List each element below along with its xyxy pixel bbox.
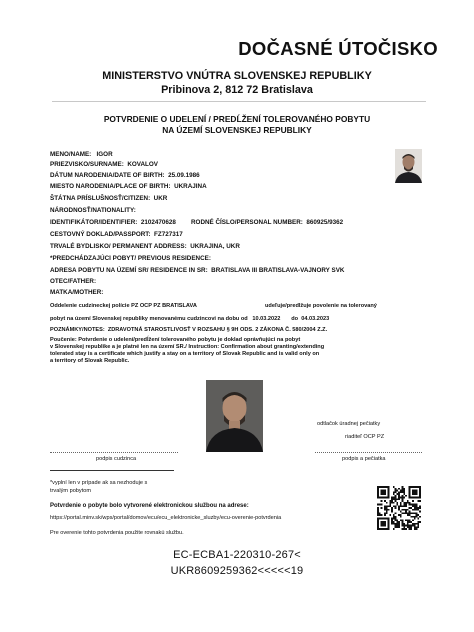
- verification-hint: Pre overenie tohto potvrdenia použite rovnakú službu.: [50, 530, 184, 536]
- date-to: 04.03.2023: [301, 316, 330, 322]
- ministry-name: MINISTERSTVO VNÚTRA SLOVENSKEJ REPUBLIKY: [102, 70, 372, 82]
- personal-number-value: 860925/9362: [306, 219, 344, 226]
- citizen-label: ŠTÁTNA PRÍSLUŠNOSŤ/CITIZEN:: [50, 195, 151, 202]
- stamp-signature-line: [315, 452, 422, 453]
- citizen-row: [50, 195, 167, 203]
- dob-row: [50, 172, 200, 180]
- personal-number-label: RODNÉ ČÍSLO/PERSONAL NUMBER:: [191, 219, 303, 226]
- dob-label: DÁTUM NARODENIA/DATE OF BIRTH:: [50, 172, 165, 179]
- grant-text: udeľuje/predlžuje povolenie na tolerovaný: [265, 303, 377, 309]
- citizen-value: UKR: [153, 195, 168, 202]
- father-row: [50, 278, 96, 286]
- legal-line-2: v Slovenskej republike a je platné len na území SR./ Instruction: Confirmation about granting/extending: [50, 343, 325, 350]
- name-label: MENO/NAME:: [50, 151, 92, 158]
- footnote-line-2: trvalým pobytom: [50, 487, 92, 494]
- mrz-line-1: EC-ECBA1-220310-267<: [173, 549, 301, 561]
- pob-row: [50, 183, 207, 191]
- stay-period-row: [50, 316, 329, 323]
- residence-label: ADRESA POBYTU NA ÚZEMÍ SR/ RESIDENCE IN SR:: [50, 267, 208, 274]
- name-value: IGOR: [96, 151, 113, 158]
- document-title: DOČASNÉ ÚTOČISKO: [238, 38, 438, 59]
- name-row: [50, 151, 113, 159]
- pob-value: UKRAJINA: [174, 183, 207, 190]
- director-label: riaditeľ OCP PZ: [345, 434, 385, 440]
- residence-value: BRATISLAVA III BRATISLAVA-VAJNORY SVK: [211, 267, 345, 274]
- certificate-title: [0, 114, 474, 135]
- footnote-divider: [50, 470, 174, 471]
- previous-residence-label: *PREDCHÁDZAJÚCI POBYT/ PREVIOUS RESIDENCE:: [50, 255, 211, 262]
- previous-residence-row: [50, 255, 211, 263]
- portrait-photo-small: [395, 149, 422, 183]
- passport-row: [50, 231, 183, 239]
- qr-code-icon: [377, 486, 421, 530]
- permanent-address-row: [50, 243, 240, 251]
- surname-row: [50, 161, 158, 169]
- identifier-row: [50, 219, 176, 227]
- notes-label: POZNÁMKY/NOTES:: [50, 327, 105, 333]
- father-label: OTEC/FATHER:: [50, 278, 97, 285]
- identifier-label: IDENTIFIKÁTOR/IDENTIFIER:: [50, 219, 138, 226]
- legal-line-4: a territory of Slovak Republic.: [50, 357, 130, 364]
- mother-row: [50, 289, 103, 297]
- permanent-address-label: TRVALÉ BYDLISKO/ PERMANENT ADDRESS:: [50, 243, 187, 250]
- legal-instruction: [50, 337, 324, 365]
- mother-label: MATKA/MOTHER:: [50, 289, 104, 296]
- stay-period-text: pobyt na území Slovenskej republiky menovanému cudzincovi na dobu od: [50, 316, 248, 322]
- identifier-value: 2102470628: [140, 219, 176, 226]
- foreigner-signature-line: [50, 452, 178, 453]
- dob-value: 25.09.1986: [168, 172, 200, 179]
- nationality-label: NÁRODNOSŤ/NATIONALITY:: [50, 207, 136, 214]
- passport-label: CESTOVNÝ DOKLAD/PASSPORT:: [50, 231, 151, 238]
- footnote-line-1: *vyplní len v prípade ak sa nezhoduje s: [50, 480, 148, 486]
- certificate-title-line1: POTVRDENIE O UDELENÍ / PREDĹŽENÍ TOLEROVANÉHO POBYTU: [103, 114, 371, 124]
- passport-value: FZ727317: [154, 231, 183, 238]
- nationality-row: [50, 207, 136, 215]
- notes-value: ZDRAVOTNÁ STAROSTLIVOSŤ V ROZSAHU § 9H ODS. 2 ZÁKONA Č. 580/2004 Z.Z.: [107, 327, 328, 333]
- legal-line-3: tolerated stay is a certificate which justify a stay on a territory of Slovak Republic and is valid only on: [50, 350, 320, 357]
- pob-label: MIESTO NARODENIA/PLACE OF BIRTH:: [50, 183, 171, 190]
- date-to-label: do: [291, 316, 299, 322]
- certificate-title-line2: NA ÚZEMÍ SLOVENSKEJ REPUBLIKY: [162, 124, 312, 135]
- surname-value: KOVALOV: [127, 161, 158, 168]
- verification-url[interactable]: https://portal.minv.sk/wps/portal/domov/ecu/ecu_elektronicke_sluzby/ecu-overenie-potvrdenia: [50, 515, 282, 521]
- residence-row: [50, 267, 344, 275]
- ministry-address: Pribinova 2, 812 72 Bratislava: [161, 84, 313, 96]
- footnote: [50, 480, 147, 495]
- header-divider: [52, 101, 426, 102]
- date-from: 10.03.2022: [252, 316, 281, 322]
- stamp-signature-label: podpis a pečiatka: [342, 456, 386, 462]
- notes-row: [50, 327, 327, 334]
- mrz-line-2: UKR8609259362<<<<<19: [170, 565, 304, 577]
- stamp-label: odtlačok úradnej pečiatky: [317, 421, 381, 427]
- portrait-photo-large: [206, 380, 263, 452]
- surname-label: PRIEZVISKO/SURNAME:: [50, 161, 124, 168]
- personal-number-row: [191, 219, 343, 227]
- permanent-address-value: UKRAJINA, UKR: [190, 243, 240, 250]
- foreigner-signature-label: podpis cudzinca: [96, 456, 137, 462]
- verification-heading: Potvrdenie o pobyte bolo vytvorené elektronickou službou na adrese:: [50, 503, 249, 509]
- legal-line-1: Poučenie: Potvrdenie o udelení/predĺžení tolerovaného pobytu je doklad oprávňujúci na pobyt: [50, 337, 301, 343]
- department-text: Oddelenie cudzineckej polície PZ OCP PZ BRATISLAVA: [50, 303, 197, 309]
